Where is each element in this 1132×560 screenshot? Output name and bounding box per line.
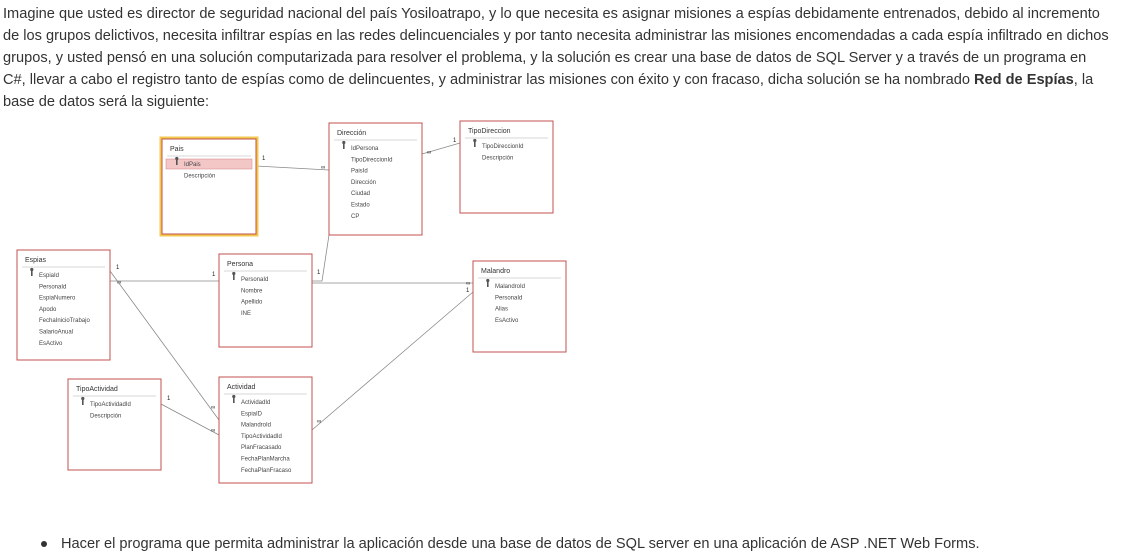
- primary-key-icon-head: [232, 272, 235, 275]
- table-tipoactividad-field: TipoActividadId: [90, 402, 131, 408]
- cardinality-one-label: 1: [453, 138, 457, 144]
- cardinality-many-label: ∞: [317, 419, 322, 425]
- table-direccion-field: Dirección: [351, 179, 377, 186]
- intro-bold-name: Red de Espías: [974, 72, 1074, 88]
- table-espias-field: EsActivo: [39, 340, 63, 347]
- primary-key-icon-head: [30, 268, 33, 271]
- table-direccion-title: Dirección: [337, 130, 367, 137]
- table-espias-field: SalarioAnual: [39, 329, 74, 336]
- table-persona-field: Apellido: [241, 299, 263, 306]
- table-pais-field: IdPais: [184, 162, 201, 168]
- table-espias-field: PersonaId: [39, 284, 67, 291]
- primary-key-icon-head: [81, 397, 84, 400]
- table-tipodireccion-field: Descripción: [482, 155, 514, 162]
- table-malandro-field: EsActivo: [495, 317, 519, 324]
- table-espias-title: Espias: [25, 257, 47, 264]
- table-actividad-field: TipoActividadId: [241, 433, 282, 440]
- table-direccion-field: CP: [351, 213, 360, 220]
- primary-key-icon-head: [232, 395, 235, 398]
- table-espias-field: EspiaNumero: [39, 295, 76, 302]
- table-direccion-field: Estado: [351, 202, 370, 209]
- cardinality-many-label: ∞: [211, 405, 216, 411]
- selected-row-highlight: [166, 159, 252, 169]
- relationship-line: [312, 235, 329, 281]
- table-malandro-field: PersonaId: [495, 295, 523, 302]
- primary-key-icon-head: [175, 157, 178, 160]
- table-tipodireccion-title: TipoDireccion: [468, 128, 511, 135]
- primary-key-icon-head: [473, 139, 476, 142]
- table-persona-field: PersonaId: [241, 277, 269, 283]
- cardinality-many-label: ∞: [466, 281, 471, 287]
- table-espias-field: EspiaId: [39, 273, 60, 279]
- table-espias-field: FechaInicioTrabajo: [39, 318, 90, 325]
- table-direccion-field: Ciudad: [351, 191, 371, 198]
- primary-key-icon-head: [342, 141, 345, 144]
- cardinality-one-label: 1: [262, 156, 266, 162]
- bullet-dot: [41, 541, 47, 547]
- table-direccion-field: IdPersona: [351, 146, 379, 152]
- table-direccion-field: TipoDireccionId: [351, 157, 393, 164]
- table-actividad-title: Actividad: [227, 384, 256, 391]
- bullet-text: Hacer el programa que permita administrar la aplicación desde una base de datos de SQL server en una aplicación de ASP .NET Web Forms.: [61, 536, 980, 552]
- table-malandro-title: Malandro: [481, 268, 511, 275]
- cardinality-one-label: 1: [212, 272, 216, 278]
- cardinality-one-label: 1: [116, 265, 120, 271]
- task-bullet: [41, 534, 980, 554]
- table-actividad-field: FechaPlanFracaso: [241, 467, 292, 474]
- table-malandro-field: MalandroId: [495, 284, 526, 290]
- table-actividad-field: PlanFracasado: [241, 445, 282, 452]
- table-persona-title: Persona: [227, 261, 254, 268]
- table-espias-box: [17, 250, 110, 360]
- table-actividad-field: EspiaID: [241, 411, 263, 418]
- table-tipoactividad-field: Descripción: [90, 413, 122, 420]
- table-espias-field: Apodo: [39, 306, 57, 313]
- intro-text-2: , la base de datos será la siguiente:: [3, 72, 1094, 110]
- table-malandro-field: Alias: [495, 306, 509, 313]
- relationship-line: [256, 166, 329, 170]
- cardinality-one-label: 1: [167, 396, 171, 402]
- cardinality-many-label: ∞: [321, 165, 326, 171]
- table-actividad-field: MalandroId: [241, 422, 272, 429]
- table-actividad-field: ActividadId: [241, 400, 271, 406]
- table-tipoactividad-title: TipoActividad: [76, 386, 118, 393]
- relationship-line: [312, 292, 473, 430]
- cardinality-one-label: 1: [466, 288, 470, 294]
- table-pais-box: [162, 139, 256, 234]
- cardinality-many-label: ∞: [117, 280, 122, 286]
- table-persona-field: INE: [241, 310, 252, 317]
- cardinality-many-label: ∞: [427, 150, 432, 156]
- table-persona-field: Nombre: [241, 288, 263, 295]
- table-direccion-field: PaisId: [351, 168, 368, 175]
- cardinality-many-label: ∞: [211, 428, 216, 434]
- primary-key-icon-head: [486, 279, 489, 282]
- table-pais-field: Descripción: [184, 173, 216, 180]
- table-tipodireccion-field: TipoDireccionId: [482, 144, 524, 150]
- intro-text-1: Imagine que usted es director de seguridad nacional del país Yosiloatrapo, y lo que necesita es asignar misiones a espías debidamente entrenados, debido al incremento de los grupos delictivos, necesita infiltrar espías en las redes delincuenciales y por tanto necesita administrar las misiones encomendadas a cada espía infiltrado en dichos grupos, y usted pensó en una solución computarizada para resolver el problema, y la solución es crear una base de datos de SQL Server y a través de un programa en C#, llevar a cabo el registro tanto de espías como de delincuentes, y administrar las misiones con éxito y con fracaso, dicha solución se ha nombrado: [3, 6, 1109, 88]
- table-actividad-field: FechaPlanMarcha: [241, 456, 290, 463]
- table-pais-title: Pais: [170, 146, 184, 153]
- cardinality-one-label: 1: [317, 270, 321, 276]
